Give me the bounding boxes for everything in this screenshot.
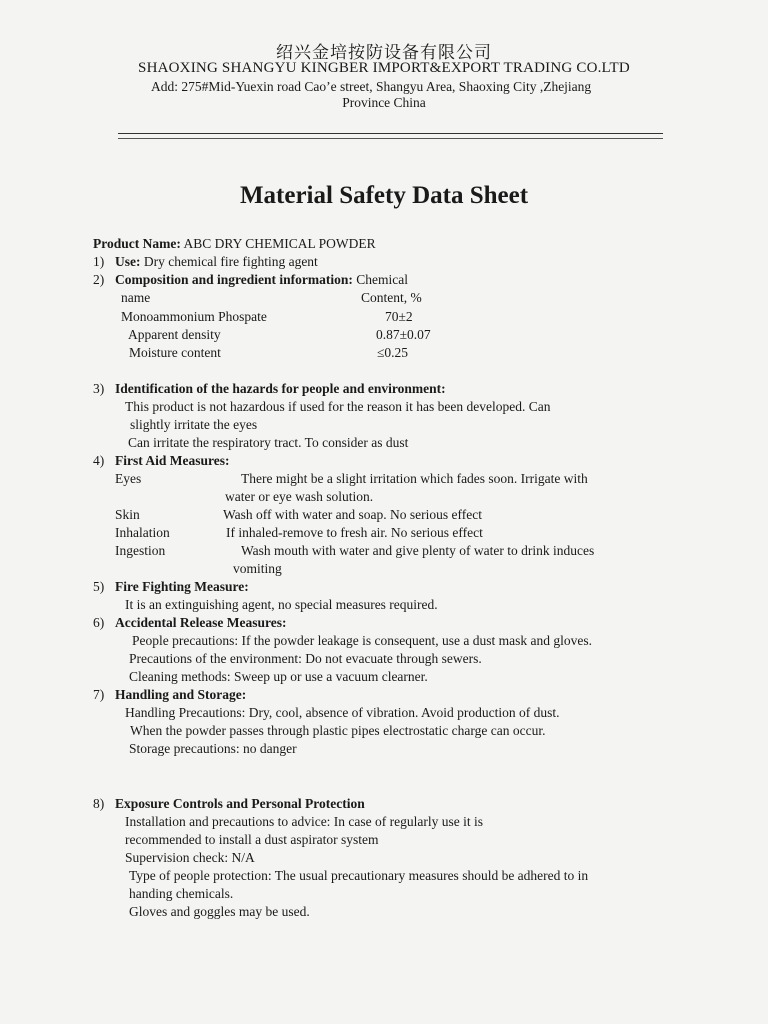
first-aid-eyes-text: water or eye wash solution. (225, 489, 374, 504)
section-3-line: This product is not hazardous if used for the reason it has been developed. Can (125, 399, 551, 414)
product-name-value: ABC DRY CHEMICAL POWDER (183, 236, 376, 251)
first-aid-eyes-text: There might be a slight irritation which fades soon. Irrigate with (241, 471, 588, 486)
section-7-label: Handling and Storage: (115, 687, 247, 702)
section-8-label: Exposure Controls and Personal Protection (115, 796, 365, 811)
company-address-line2: Province China (342, 95, 426, 110)
section-1-value: Dry chemical fire fighting agent (143, 254, 318, 269)
first-aid-inhalation-text: If inhaled-remove to fresh air. No serious effect (226, 525, 483, 540)
section-8-line: Type of people protection: The usual precautionary measures should be adhered to in (129, 868, 589, 883)
section-4-number: 4) (93, 453, 105, 468)
section-6-line: Cleaning methods: Sweep up or use a vacuum clearner. (129, 669, 428, 684)
section-8-line: handing chemicals. (129, 886, 234, 901)
section-4-label: First Aid Measures: (115, 453, 230, 468)
section-6-line: Precautions of the environment: Do not evacuate through sewers. (129, 651, 482, 666)
composition-row-value: 70±2 (385, 309, 413, 324)
section-8-line: Gloves and goggles may be used. (129, 904, 310, 919)
first-aid-ingestion-text: Wash mouth with water and give plenty of water to drink induces (241, 543, 595, 558)
header-divider (118, 133, 663, 139)
section-8-line: Installation and precautions to advice: In case of regularly use it is (125, 814, 484, 829)
section-3-label: Identification of the hazards for people and environment: (115, 381, 446, 396)
section-7-line: Storage precautions: no danger (129, 741, 297, 756)
section-3-line: Can irritate the respiratory tract. To consider as dust (128, 435, 409, 450)
product-name-row (93, 235, 376, 253)
company-name: SHAOXING SHANGYU KINGBER IMPORT&EXPORT TRADING CO.LTD (138, 60, 630, 76)
first-aid-skin-label: Skin (115, 507, 140, 522)
document-title: Material Safety Data Sheet (239, 182, 529, 209)
section-5-line: It is an extinguishing agent, no special measures required. (125, 597, 438, 612)
first-aid-inhalation-label: Inhalation (115, 525, 170, 540)
section-2-number: 2) (93, 272, 105, 287)
section-2 (115, 271, 408, 289)
composition-row-name: Moisture content (129, 345, 221, 360)
company-address-line1: Add: 275#Mid-Yuexin road Cao’e street, Shangyu Area, Shaoxing City ,Zhejiang (151, 79, 592, 94)
company-chinese-name: 绍兴金培按防设备有限公司 (276, 43, 492, 63)
section-6-line: People precautions: If the powder leakage is consequent, use a dust mask and gloves. (132, 633, 592, 648)
section-2-label: Composition and ingredient information: (115, 272, 353, 287)
section-7-line: Handling Precautions: Dry, cool, absence of vibration. Avoid production of dust. (125, 705, 560, 720)
composition-row-name: Monoammonium Phospate (121, 309, 267, 324)
section-3-line: slightly irritate the eyes (130, 417, 258, 432)
section-1 (115, 253, 318, 271)
section-1-label: Use: (115, 254, 141, 269)
first-aid-eyes-label: Eyes (115, 471, 142, 486)
section-5-number: 5) (93, 579, 105, 594)
section-2-value: Chemical (356, 272, 409, 287)
section-8-line: Supervision check: N/A (125, 850, 255, 865)
section-3-number: 3) (93, 381, 105, 396)
first-aid-ingestion-label: Ingestion (115, 543, 166, 558)
section-5-label: Fire Fighting Measure: (115, 579, 249, 594)
first-aid-skin-text: Wash off with water and soap. No serious effect (223, 507, 482, 522)
section-7-line: When the powder passes through plastic pipes electrostatic charge can occur. (130, 723, 546, 738)
section-7-number: 7) (93, 687, 105, 702)
composition-row-value: ≤0.25 (377, 345, 409, 360)
product-name-label: Product Name: (93, 236, 181, 251)
composition-row-name: Apparent density (128, 327, 221, 342)
section-1-number: 1) (93, 254, 105, 269)
composition-col-content: Content, % (361, 290, 422, 305)
composition-col-name: name (121, 290, 151, 305)
section-6-label: Accidental Release Measures: (115, 615, 287, 630)
section-6-number: 6) (93, 615, 105, 630)
section-8-number: 8) (93, 796, 105, 811)
first-aid-ingestion-text: vomiting (233, 561, 282, 576)
composition-row-value: 0.87±0.07 (376, 327, 431, 342)
section-8-line: recommended to install a dust aspirator system (125, 832, 379, 847)
